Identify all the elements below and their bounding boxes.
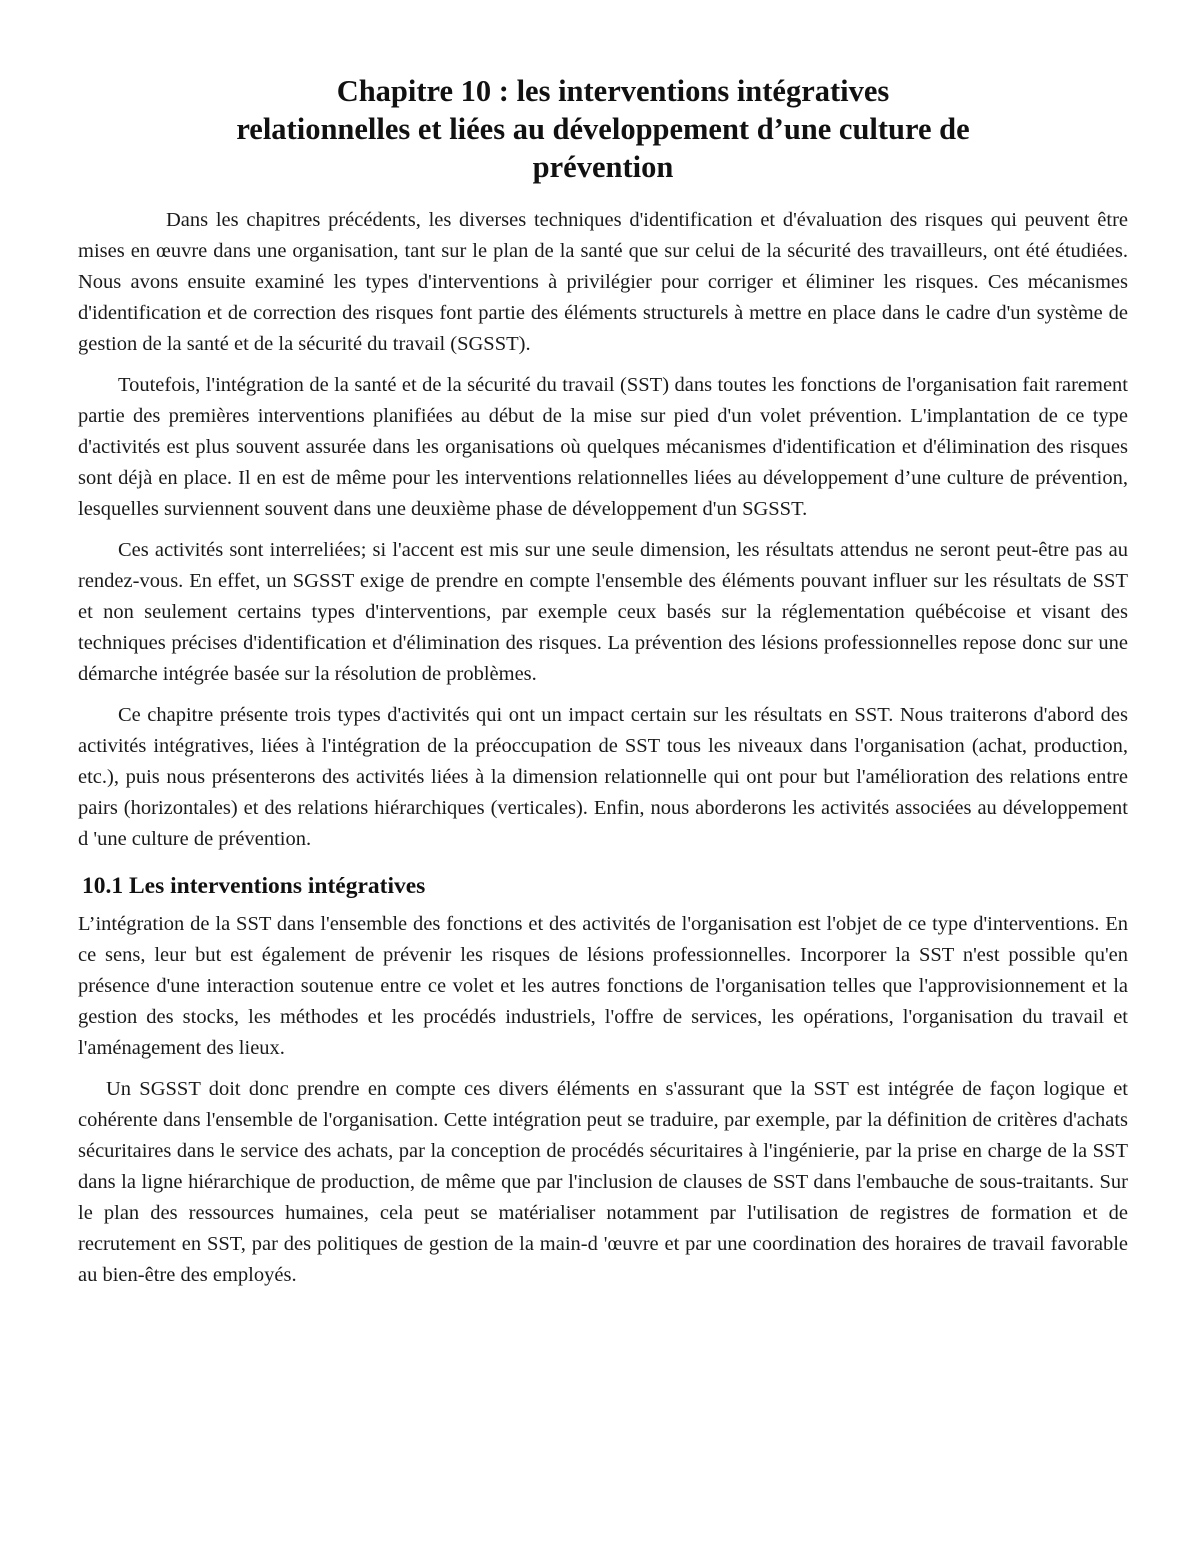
intro-paragraph-2: Toutefois, l'intégration de la santé et de la sécurité du travail (SST) dans toutes les fonctions de l'organisation fait rarement partie des premières interventions planifiées au début de la mise sur pied d'un volet prévention. L'implantation de ce type d'activités est plus souvent assurée dans les organisations où quelques mécanismes d'identification et d'élimination des risques sont déjà en place. Il en est de même pour les interventions relationnelles liées au développement d’une culture de prévention, lesquelles surviennent souvent dans une deuxième phase de développement d'un SGSST. (78, 374, 1128, 520)
chapter-title-line-2: relationnelles et liées au développement d’une culture de (236, 112, 970, 146)
intro-paragraph-3: Ces activités sont interreliées; si l'accent est mis sur une seule dimension, les résultats attendus ne seront peut-être pas au rendez-vous. En effet, un SGSST exige de prendre en compte l'ensemble des éléments pouvant influer sur les résultats de SST et non seulement certains types d'interventions, par exemple ceux basés sur la réglementation québécoise et visant des techniques précises d'identification et d'élimination des risques. La prévention des lésions professionnelles repose donc sur une démarche intégrée basée sur la résolution de problèmes. (78, 539, 1128, 685)
chapter-title-line-1: Chapitre 10 : les interventions intégratives (336, 74, 890, 108)
intro-paragraph-1: Dans les chapitres précédents, les diverses techniques d'identification et d'évaluation des risques qui peuvent être mises en œuvre dans une organisation, tant sur le plan de la santé que sur celui de la sécurité des travailleurs, ont été étudiées. Nous avons ensuite examiné les types d'interventions à privilégier pour corriger et éliminer les risques. Ces mécanismes d'identification et de correction des risques font partie des éléments structurels à mettre en place dans le cadre d'un système de gestion de la santé et de la sécurité du travail (SGSST). (78, 209, 1128, 355)
document-page (78, 72, 1128, 1291)
section-paragraph-2: Un SGSST doit donc prendre en compte ces divers éléments en s'assurant que la SST est intégrée de façon logique et cohérente dans l'ensemble de l'organisation. Cette intégration peut se traduire, par exemple, par la définition de critères d'achats sécuritaires dans le service des achats, par la conception de procédés sécuritaires à l'ingénierie, par la prise en charge de la SST dans la ligne hiérarchique de production, de même que par l'inclusion de clauses de SST dans l'embauche de sous-traitants. Sur le plan des ressources humaines, cela peut se matérialiser notamment par l'utilisation de registres de formation et de recrutement en SST, par des politiques de gestion de la main-d 'œuvre et par une coordination des horaires de travail favorable au bien-être des employés. (78, 1078, 1128, 1286)
chapter-title-line-3: prévention (532, 150, 674, 184)
chapter-title (78, 72, 1128, 186)
intro-paragraph-4: Ce chapitre présente trois types d'activités qui ont un impact certain sur les résultats en SST. Nous traiterons d'abord des activités intégratives, liées à l'intégration de la préoccupation de SST tous les niveaux dans l'organisation (achat, production, etc.), puis nous présenterons des activités liées à la dimension relationnelle qui ont pour but l'amélioration des relations entre pairs (horizontales) et des relations hiérarchiques (verticales). Enfin, nous aborderons les activités associées au développement d 'une culture de prévention. (78, 704, 1128, 850)
section-heading: 10.1 Les interventions intégratives (82, 873, 426, 899)
section-paragraph-1: L’intégration de la SST dans l'ensemble des fonctions et des activités de l'organisation est l'objet de ce type d'interventions. En ce sens, leur but est également de prévenir les risques de lésions professionnelles. Incorporer la SST n'est possible qu'en présence d'une interaction soutenue entre ce volet et les autres fonctions de l'organisation telles que l'approvisionnement et la gestion des stocks, les méthodes et les procédés industriels, l'offre de services, les opérations, l'organisation du travail et l'aménagement des lieux. (78, 913, 1128, 1059)
